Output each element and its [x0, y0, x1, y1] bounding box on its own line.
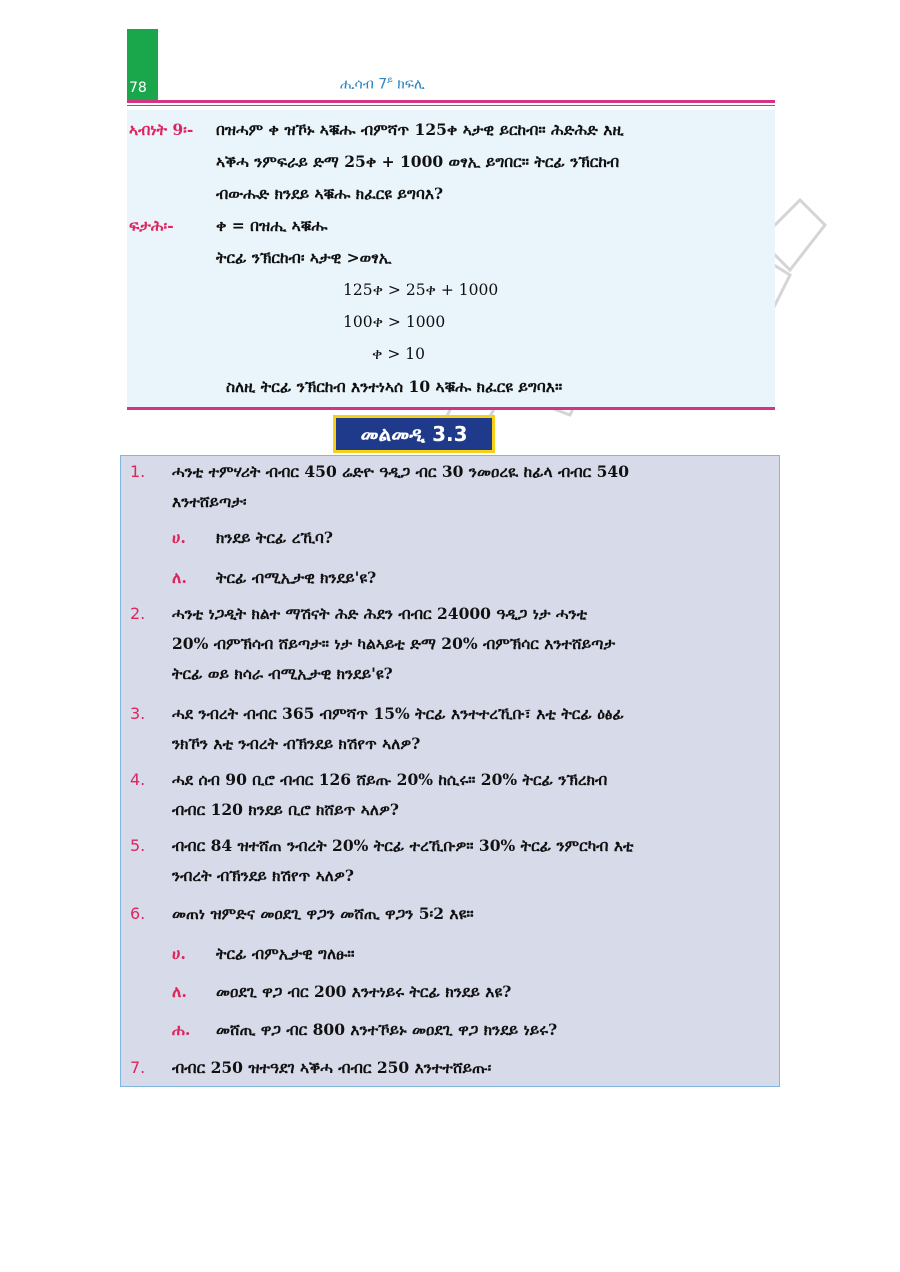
item-text: ሓደ ሰብ 90 ቢሮ ብብር 126 ሸይጡ 20% ከሲሩ። 20% ትርፊ ንኽረክብ [172, 770, 608, 789]
running-title: ሒሳብ $7^ይ$ ክፍሊ [340, 76, 425, 93]
solution-line: ትርፊ ንኽርከብ፡ ኣታዊ >ወፃኢ [216, 248, 392, 267]
sub-item-label: ለ. [172, 568, 187, 587]
sub-item-text: መዐደጊ ዋጋ ብር 200 እንተነይሩ ትርፊ ክንደይ እዩ? [216, 982, 512, 1001]
item-text: ብብር 120 ክንደይ ቢሮ ክሸይጥ ኣለዎ? [172, 800, 399, 819]
sub-item-text: ትርፊ ብሚኢታዊ ክንደይ'ዩ? [216, 568, 377, 587]
sub-item-text: መሸጢ ዋጋ ብር 800 እንተኾይኑ መዐደጊ ዋጋ ክንደይ ነይሩ? [216, 1020, 558, 1039]
item-text: ሓደ ንብረት ብብር 365 ብምሻጥ 15% ትርፊ እንተተረኺቡ፣ እቲ ትርፊ ዕፅፊ [172, 704, 624, 723]
solution-line: ቀ > 10 [372, 345, 425, 363]
sub-item-text: ትርፊ ብምኢታዊ ግለፁ። [216, 944, 355, 963]
item-text: መጠነ ዝምድና መዐደጊ ዋጋን መሸጢ ዋጋን 5፡2 እዩ። [172, 904, 474, 923]
item-text: ንክኾን እቲ ንብረት ብኽንደይ ክሽየጥ ኣለዎ? [172, 734, 421, 753]
header-rule-thin [127, 105, 775, 106]
item-text: ብብር 84 ዝተሸጠ ንብረት 20% ትርፊ ተረኺቡዎ። 30% ትርፊ ንምርካብ እቲ [172, 836, 634, 855]
solution-line: 125ቀ > 25ቀ + 1000 [343, 281, 499, 299]
item-number: 3. [130, 704, 146, 723]
example-question-line: ኣቕሓ ንምፍራይ ድማ 25ቀ + 1000 ወፃኢ ይግበር። ትርፊ ንኽርከብ [216, 152, 620, 171]
item-number: 2. [130, 604, 146, 623]
example-question-line: ብውሑድ ክንደይ ኣቑሑ ክፈርዩ ይግባእ? [216, 184, 444, 203]
solution-line: ቀ = በዝሒ ኣቑሑ [216, 216, 328, 235]
item-number: 1. [130, 462, 146, 481]
page-number: 78 [129, 80, 147, 96]
item-text: ትርፊ ወይ ክሳራ ብሚኢታዊ ክንደይ'ዩ? [172, 664, 393, 683]
item-text: እንተሸይጣታ፡ [172, 492, 247, 511]
item-number: 7. [130, 1058, 146, 1077]
item-number: 4. [130, 770, 146, 789]
item-text: 20% ብምኽሳብ ሸይጣታ። ነታ ካልኣይቲ ድማ 20% ብምኽሳር እንተሸይጣታ [172, 634, 616, 653]
item-text: ሓንቲ ተምሃሪት ብብር 450 ሬድዮ ዓዲጋ ብር 30 ንመዐረዪ ከፊላ ብብር 540 [172, 462, 629, 481]
item-number: 5. [130, 836, 146, 855]
header-rule [127, 100, 775, 103]
example-label: ኣብነት 9፡- [129, 120, 194, 139]
sub-item-text: ክንደይ ትርፊ ረኺባ? [216, 528, 334, 547]
item-number: 6. [130, 904, 146, 923]
solution-conclusion: ስለዚ ትርፊ ንኽርከብ እንተነኣሰ 10 ኣቑሑ ክፈርዩ ይግባእ። [226, 377, 563, 396]
example-bottom-rule [127, 407, 775, 410]
exercise-title: መልመዲ 3.3 [333, 415, 495, 453]
solution-label: ፍታሕ፡- [129, 216, 174, 235]
example-question-line: በዝሓም ቀ ዝኾኑ ኣቑሑ ብምሻጥ 125ቀ ኣታዊ ይርከብ። ሕድሕድ እዚ [216, 120, 624, 139]
item-text: ንብረት ብኽንደይ ክሽየጥ ኣለዎ? [172, 866, 354, 885]
sub-item-label: ሀ. [172, 528, 186, 547]
solution-line: 100ቀ > 1000 [343, 313, 446, 331]
item-text: ሓንቲ ነጋዲት ክልተ ማሽናት ሕድ ሕደን ብብር 24000 ዓዲጋ ነታ ሓንቲ [172, 604, 588, 623]
item-text: ብብር 250 ዝተዓደገ ኣቕሓ ብብር 250 እንተተሸይጡ፡ [172, 1058, 492, 1077]
sub-item-label: ለ. [172, 982, 187, 1001]
sub-item-label: ሀ. [172, 944, 186, 963]
sub-item-label: ሐ. [172, 1020, 191, 1039]
